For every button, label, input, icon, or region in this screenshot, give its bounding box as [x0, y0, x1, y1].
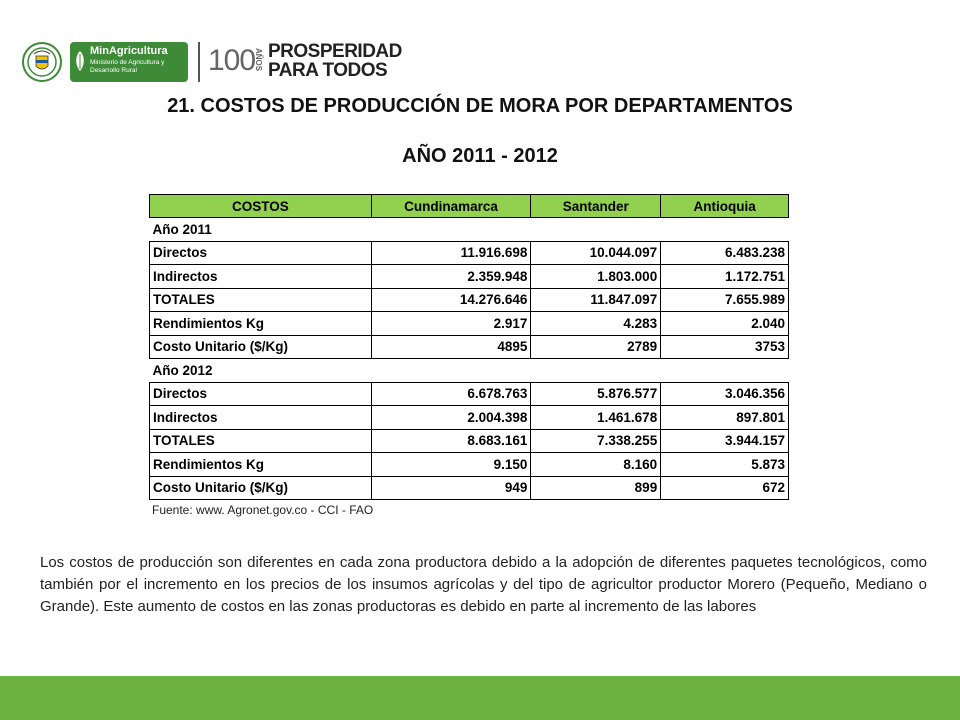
cell-value: 11.847.097: [531, 288, 661, 312]
slogan-line-1: PROSPERIDAD: [268, 41, 402, 62]
minagricultura-logo: [70, 42, 188, 82]
cell-value: 8.683.161: [371, 429, 531, 453]
table-row: [150, 476, 789, 500]
cell-value: 10.044.097: [531, 241, 661, 265]
cell-value: 672: [661, 476, 789, 500]
column-header: COSTOS: [150, 195, 372, 218]
cell-value: 14.276.646: [371, 288, 531, 312]
cell-value: 949: [371, 476, 531, 500]
colombia-coat-of-arms-icon: [22, 42, 62, 82]
cell-value: 3.944.157: [661, 429, 789, 453]
row-label: Indirectos: [150, 265, 372, 289]
year-row: [150, 218, 789, 242]
table-row: [150, 453, 789, 477]
table-row: [150, 288, 789, 312]
centenary-suffix: AÑOS: [254, 48, 263, 72]
cell-value: 1.172.751: [661, 265, 789, 289]
cell-value: 7.655.989: [661, 288, 789, 312]
description-paragraph: Los costos de producción son diferentes en cada zona productora debido a la adopción de diferentes paquetes tecnológicos, como también por el incremento en los precios de los insumos agrícolas y del tipo de agricultor productor Morero (Pequeño, Mediano o Grande). Este aumento de costos en las zonas productoras es debido en parte al incremento de las labores: [40, 554, 927, 615]
column-header: Santander: [531, 195, 661, 218]
cell-value: 7.338.255: [531, 429, 661, 453]
cell-value: 8.160: [531, 453, 661, 477]
cell-value: 6.483.238: [661, 241, 789, 265]
slogan-line-2: PARA TODOS: [268, 60, 388, 81]
header-logos: [22, 38, 402, 86]
table-row: [150, 429, 789, 453]
cell-value: 5.873: [661, 453, 789, 477]
year-label: Año 2011: [150, 218, 789, 242]
column-header: Antioquia: [661, 195, 789, 218]
cell-value: 11.916.698: [371, 241, 531, 265]
row-label: Directos: [150, 241, 372, 265]
table-row: [150, 406, 789, 430]
page-title: 21. COSTOS DE PRODUCCIÓN DE MORA POR DEPARTAMENTOS: [167, 95, 793, 117]
cell-value: 6.678.763: [371, 382, 531, 406]
row-label: Directos: [150, 382, 372, 406]
cell-value: 4.283: [531, 312, 661, 336]
cell-value: 3.046.356: [661, 382, 789, 406]
table-header-row: [150, 195, 789, 218]
column-header: Cundinamarca: [371, 195, 531, 218]
cell-value: 2.359.948: [371, 265, 531, 289]
cell-value: 3753: [661, 335, 789, 359]
row-label: Indirectos: [150, 406, 372, 430]
row-label: Costo Unitario ($/Kg): [150, 335, 372, 359]
row-label: TOTALES: [150, 288, 372, 312]
table-row: [150, 265, 789, 289]
cell-value: 899: [531, 476, 661, 500]
table-row: [150, 382, 789, 406]
year-label: Año 2012: [150, 359, 789, 383]
centenary-number: 100: [208, 44, 256, 77]
page-subtitle: AÑO 2011 - 2012: [402, 145, 558, 167]
table-row: [150, 312, 789, 336]
table-row: [150, 241, 789, 265]
costs-table: [149, 194, 789, 500]
cell-value: 897.801: [661, 406, 789, 430]
source-note: Fuente: www. Agronet.gov.co - CCI - FAO: [152, 503, 374, 517]
table-row: [150, 335, 789, 359]
ministry-name: MinAgricultura: [90, 45, 168, 57]
cell-value: 2789: [531, 335, 661, 359]
cell-value: 1.461.678: [531, 406, 661, 430]
cell-value: 2.004.398: [371, 406, 531, 430]
row-label: Rendimientos Kg: [150, 312, 372, 336]
footer-bar: [0, 676, 960, 720]
row-label: Rendimientos Kg: [150, 453, 372, 477]
prosperidad-logo: [268, 42, 402, 80]
logo-divider: [198, 42, 200, 82]
leaf-icon: [74, 50, 86, 72]
cell-value: 9.150: [371, 453, 531, 477]
cell-value: 5.876.577: [531, 382, 661, 406]
ministry-subtitle: Ministerio de Agricultura y Desarrollo Rural: [90, 59, 165, 74]
cell-value: 2.917: [371, 312, 531, 336]
cell-value: 2.040: [661, 312, 789, 336]
year-row: [150, 359, 789, 383]
cell-value: 1.803.000: [531, 265, 661, 289]
row-label: TOTALES: [150, 429, 372, 453]
cell-value: 4895: [371, 335, 531, 359]
row-label: Costo Unitario ($/Kg): [150, 476, 372, 500]
